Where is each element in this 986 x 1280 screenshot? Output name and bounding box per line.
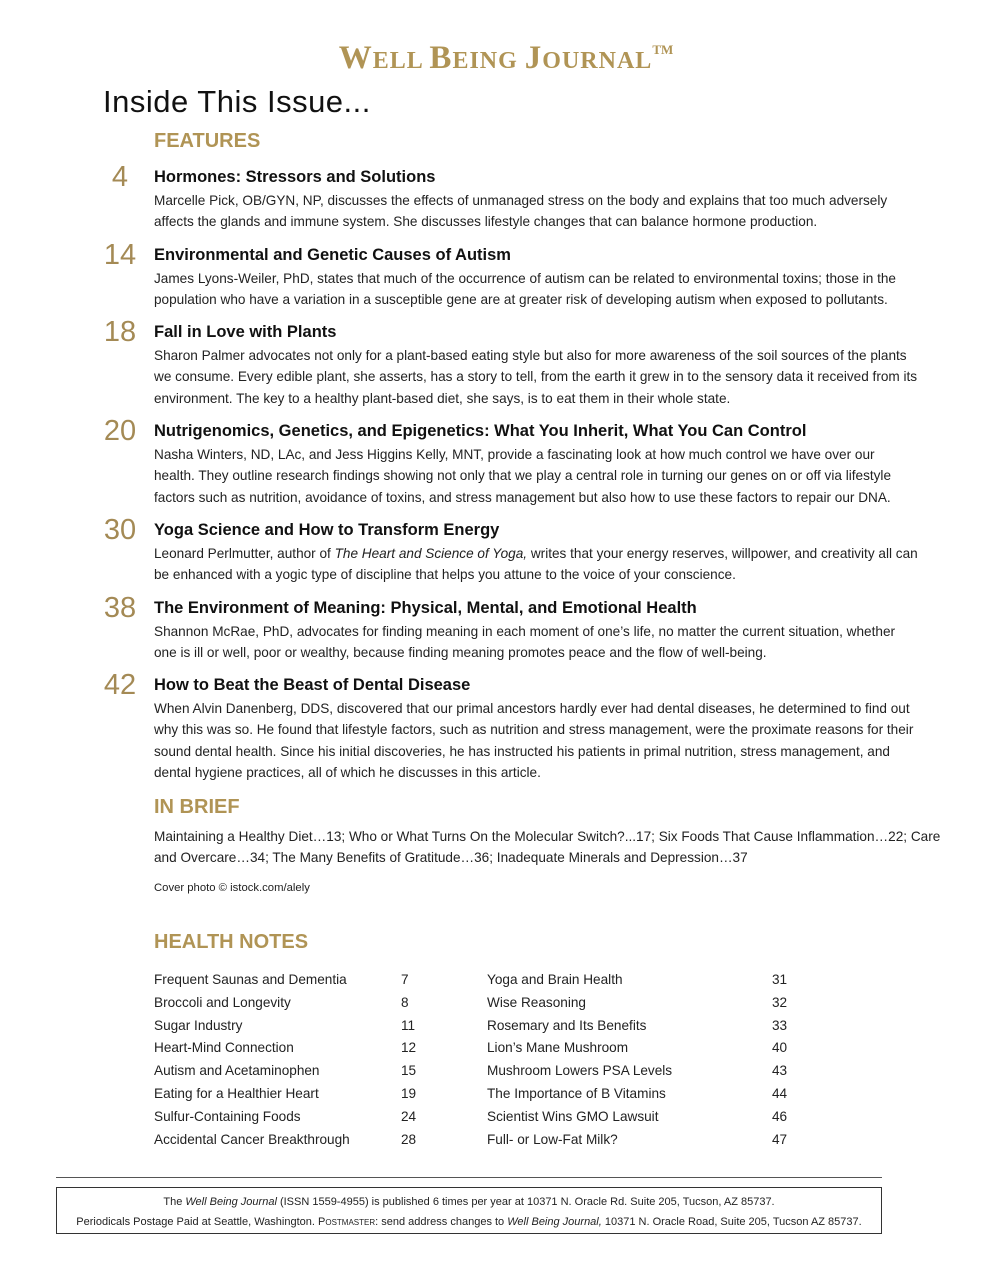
feature-page-number: 14	[103, 238, 137, 271]
feature-item	[0, 513, 919, 586]
health-note-title: Rosemary and Its Benefits	[487, 1017, 647, 1033]
health-note-title: Scientist Wins GMO Lawsuit	[487, 1108, 659, 1124]
publication-statement: The Well Being Journal (ISSN 1559-4955) is published 6 times per year at 10371 N. Oracle Rd. Suite 205, Tucson, AZ 85737.	[163, 1196, 775, 1208]
feature-page-number: 42	[103, 669, 137, 702]
health-note-title: Sugar Industry	[154, 1017, 243, 1033]
feature-item	[0, 415, 919, 508]
health-note-title: Mushroom Lowers PSA Levels	[487, 1063, 673, 1079]
feature-description: Leonard Perlmutter, author of The Heart and Science of Yoga, writes that your energy reserves, willpower, and creativity all can be enhanced with a yogic type of discipline that helps you attune to the voice of your conscience.	[154, 545, 918, 583]
health-note-page: 40	[772, 1040, 788, 1056]
feature-item	[0, 591, 919, 664]
feature-item	[0, 316, 919, 409]
feature-page-number: 18	[103, 316, 137, 349]
health-note-title: Lion’s Mane Mushroom	[487, 1040, 629, 1056]
feature-item	[0, 238, 919, 311]
health-note-title: Broccoli and Longevity	[154, 994, 291, 1010]
feature-page-number: 4	[111, 161, 129, 193]
health-note-page: 15	[401, 1063, 417, 1079]
cover-photo-credit: Cover photo © istock.com/alely	[154, 882, 310, 894]
in-brief-heading: IN BRIEF	[154, 796, 240, 818]
feature-page-number: 38	[103, 591, 137, 624]
health-note-title: Frequent Saunas and Dementia	[154, 972, 347, 987]
health-note-title: Sulfur-Containing Foods	[154, 1108, 301, 1124]
health-note-page: 32	[772, 994, 788, 1010]
health-note-page: 12	[401, 1040, 417, 1056]
health-note-title: Accidental Cancer Breakthrough	[154, 1131, 350, 1147]
publication-info-box	[56, 1187, 882, 1234]
feature-title[interactable]: Yoga Science and How to Transform Energy	[154, 520, 500, 539]
page-title: Inside This Issue...	[103, 84, 371, 119]
feature-item	[0, 669, 919, 783]
health-note-page: 19	[401, 1085, 417, 1101]
feature-description: Shannon McRae, PhD, advocates for finding meaning in each moment of one’s life, no matter the current situation, whether one is ill or well, poor or wealthy, because finding meaning promotes peace and the flow of well-being.	[154, 623, 896, 660]
health-note-page: 24	[401, 1108, 417, 1124]
feature-page-number: 30	[103, 513, 137, 546]
health-note-page: 28	[401, 1131, 417, 1147]
health-note-title: Full- or Low-Fat Milk?	[487, 1131, 618, 1147]
health-note-title: Heart-Mind Connection	[154, 1040, 294, 1056]
book-title: The Heart and Science of Yoga,	[334, 545, 528, 561]
feature-description: When Alvin Danenberg, DDS, discovered that our primal ancestors hardly ever had dental diseases, he determined to find out why this was so. He found that lifestyle factors, such as nutrition and stress management, were the proximate reasons for their sound dental health. Since his initial discoveries, he has instructed his patients in primal nutrition, stress management, and dental hygiene practices, all of which he discusses in this article.	[154, 701, 914, 781]
features-heading: FEATURES	[154, 130, 261, 152]
feature-title[interactable]: The Environment of Meaning: Physical, Mental, and Emotional Health	[154, 598, 697, 617]
feature-description: Nasha Winters, ND, LAc, and Jess Higgins Kelly, MNT, provide a fascinating look at how much control we have over our health. They outline research findings showing not only that we play a central role in turning our genes on or off via lifestyle factors such as nutrition, avoidance of toxins, and stress management but also how to use these factors to repair our DNA.	[154, 447, 892, 505]
feature-description: Sharon Palmer advocates not only for a plant-based eating style but also for more awareness of the soil sources of the plants we consume. Every edible plant, she asserts, has a story to tell, from the earth it grew in to the sensory data it received from its environment. The key to a healthy plant-based diet, she says, is to eat them in their whole state.	[154, 348, 918, 406]
health-note-title: Yoga and Brain Health	[487, 972, 623, 987]
feature-description: James Lyons-Weiler, PhD, states that much of the occurrence of autism can be related to environmental toxins; those in the population who have a variation in a susceptible gene are at greater risk of developing autism when exposed to pollutants.	[154, 270, 896, 307]
feature-title[interactable]: Environmental and Genetic Causes of Autism	[154, 245, 511, 264]
features-list	[0, 161, 986, 792]
feature-title[interactable]: How to Beat the Beast of Dental Disease	[154, 676, 471, 695]
health-note-page: 43	[772, 1063, 788, 1079]
feature-item	[0, 161, 919, 233]
feature-page-number: 20	[103, 415, 137, 448]
feature-title[interactable]: Fall in Love with Plants	[154, 323, 337, 342]
in-brief-text: Maintaining a Healthy Diet…13; Who or What Turns On the Molecular Switch?...17; Six Foods That Cause Inflammation…22; Care and Overcare…34; The Many Benefits of Gratitude…36; Inadequate Minerals and Depression…37	[154, 829, 941, 866]
health-note-title: The Importance of B Vitamins	[487, 1085, 666, 1101]
health-note-page: 33	[772, 1017, 788, 1033]
health-note-page: 7	[401, 972, 409, 987]
health-note-page: 31	[772, 972, 788, 987]
feature-title[interactable]: Hormones: Stressors and Solutions	[154, 168, 436, 186]
feature-description: Marcelle Pick, OB/GYN, NP, discusses the effects of unmanaged stress on the body and explains that too much adversely affects the glands and immune system. She discusses lifestyle changes that can balance hormone production.	[154, 193, 888, 230]
masthead-logo: WELL BEING JOURNAL™	[338, 40, 674, 76]
health-note-page: 44	[772, 1085, 788, 1101]
health-note-page: 46	[772, 1108, 788, 1124]
footer-divider	[56, 1177, 882, 1178]
health-note-page: 8	[401, 994, 409, 1010]
health-note-title: Autism and Acetaminophen	[154, 1063, 320, 1079]
health-note-page: 11	[401, 1017, 416, 1033]
health-note-title: Eating for a Healthier Heart	[154, 1085, 319, 1101]
feature-title[interactable]: Nutrigenomics, Genetics, and Epigenetics: What You Inherit, What You Can Control	[154, 422, 807, 441]
postage-statement: Periodicals Postage Paid at Seattle, Washington. Postmaster: send address changes to Well Being Journal, 10371 N. Oracle Road, Suite 205, Tucson AZ 85737.	[76, 1216, 862, 1228]
health-note-page: 47	[772, 1131, 788, 1147]
health-notes-heading: HEALTH NOTES	[154, 931, 309, 953]
health-note-title: Wise Reasoning	[487, 994, 586, 1010]
